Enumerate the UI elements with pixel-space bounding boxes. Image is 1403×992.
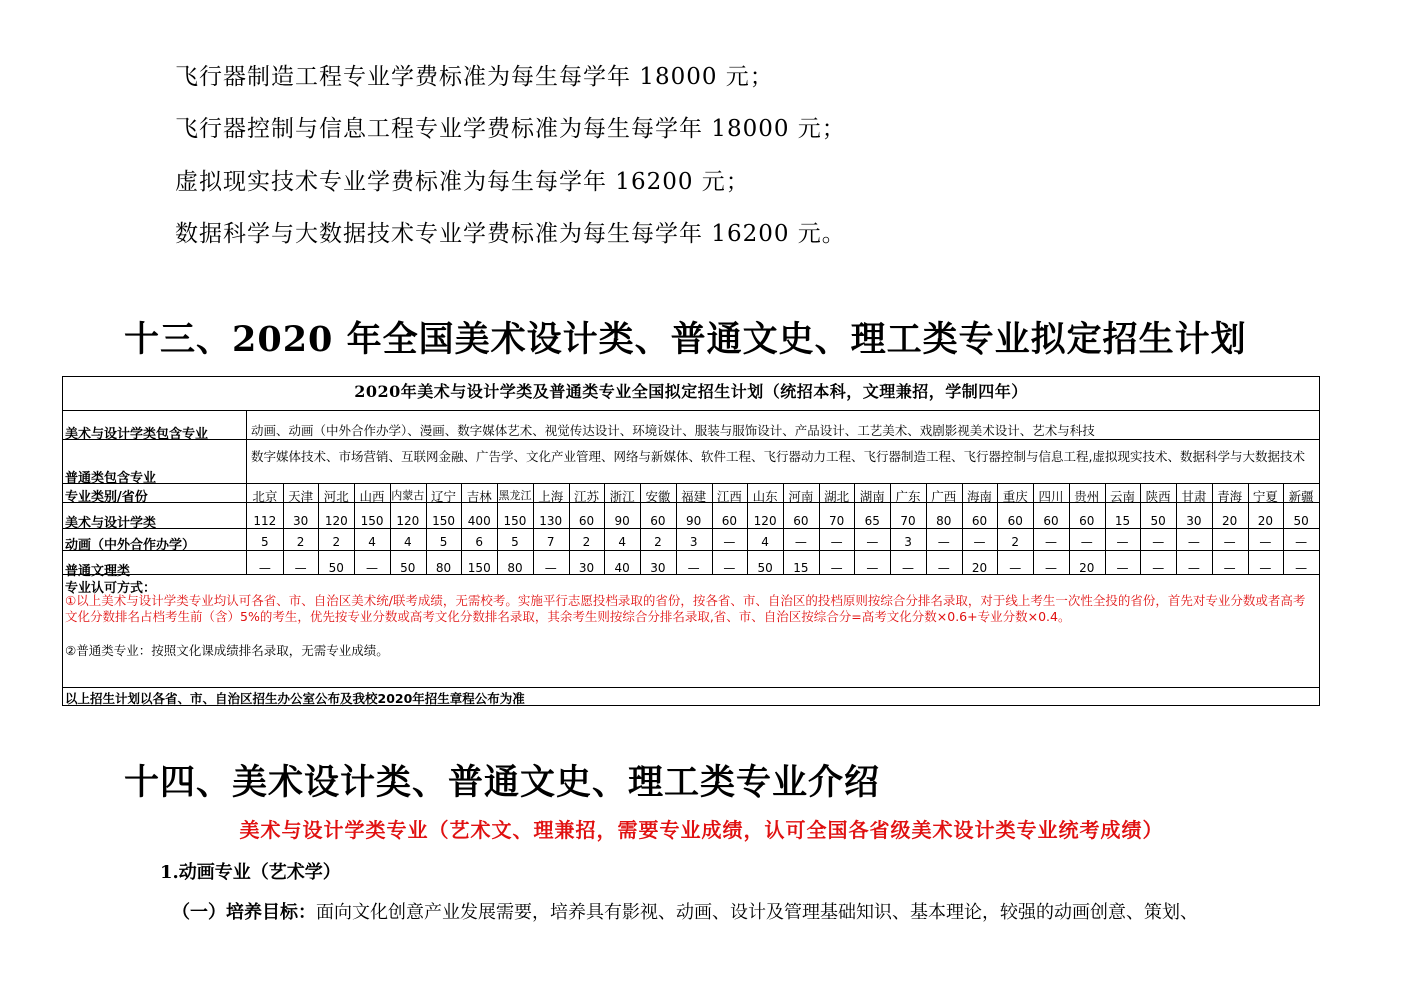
table-cell: 6 [475, 535, 484, 549]
table-cell: — [830, 561, 843, 575]
table-cell: 50 [757, 561, 773, 575]
table-cell: 150 [432, 514, 455, 528]
training-goal-paragraph [172, 898, 1198, 924]
province-header-cell: 四川 [1038, 489, 1064, 504]
province-header-cell: 黑龙江 [498, 489, 532, 502]
province-header-cell: 贵州 [1074, 489, 1100, 504]
province-header-cell: 广西 [931, 489, 957, 504]
table-cell: — [1223, 561, 1236, 575]
table-cell: 80 [507, 561, 523, 575]
table-cell: 20 [1257, 514, 1274, 528]
table-cell: 120 [753, 514, 777, 528]
province-header-cell: 内蒙古 [391, 489, 425, 502]
table-cell: 15 [793, 561, 809, 575]
table-cell: 5 [439, 535, 448, 549]
training-goal-lead: （一）培养目标： [172, 902, 316, 923]
table-cell: — [1009, 561, 1022, 575]
table-cell: — [830, 535, 843, 549]
table-cell: 65 [864, 514, 880, 528]
table-cell: 60 [971, 514, 988, 528]
table-cell: 20 [1222, 514, 1238, 528]
province-header-cell: 甘肃 [1181, 489, 1207, 504]
province-header-cell: 山东 [752, 489, 778, 504]
table-cell: 40 [614, 561, 630, 575]
row-label-art: 美术与设计学类 [65, 516, 157, 531]
row-label-animation: 动画（中外合作办学） [65, 538, 196, 553]
table-cell: 2 [1011, 535, 1020, 549]
table-cell: — [366, 561, 379, 575]
table-cell: — [1044, 535, 1057, 549]
province-header-cell: 云南 [1109, 489, 1135, 504]
table-cell: 120 [324, 514, 348, 528]
province-header-cell: 山西 [359, 489, 385, 504]
header-label: 专业类别/省份 [65, 490, 148, 505]
table-cell: 70 [828, 514, 845, 528]
table-cell: 70 [900, 514, 916, 528]
table-cell: 150 [503, 514, 527, 528]
province-header-cell: 新疆 [1288, 489, 1314, 504]
fee-line-4: 数据科学与大数据技术专业学费标准为每生每学年 16200 元。 [175, 221, 846, 247]
table-cell: — [1295, 535, 1308, 549]
table-cell: 120 [396, 514, 420, 528]
table-cell: 90 [686, 514, 702, 528]
section-14-title: 十四、美术设计类、普通文史、理工类专业介绍 [124, 762, 881, 803]
province-header-cell: 江西 [716, 489, 742, 504]
table-cell: 7 [546, 535, 555, 549]
fee-line-3: 虚拟现实技术专业学费标准为每生每学年 16200 元； [175, 169, 750, 195]
section-13-title: 十三、2020 年全国美术设计类、普通文史、理工类专业拟定招生计划 [124, 319, 1247, 360]
province-header-cell: 河南 [788, 489, 814, 504]
table-cell: — [937, 535, 950, 549]
note-general-admission: ②普通类专业：按照文化课成绩排名录取，无需专业成绩。 [65, 643, 389, 658]
table-cell: — [1044, 561, 1057, 575]
table-cell: 400 [467, 514, 491, 528]
province-header-cell: 北京 [252, 489, 278, 504]
table-cell: 60 [578, 514, 595, 528]
table-cell: 130 [539, 514, 563, 528]
table-cell: — [294, 561, 307, 575]
table-cell: — [866, 561, 879, 575]
province-header-cell: 江苏 [573, 489, 599, 504]
art-majors-text: 动画、动画（中外合作办学）、漫画、数字媒体艺术、视觉传达设计、环境设计、服装与服饰设计、产品设计、工艺美术、戏剧影视美术设计、艺术与科技 [251, 423, 1095, 438]
table-title: 2020年美术与设计学类及普通类专业全国拟定招生计划（统招本科，文理兼招，学制四年） [354, 382, 1028, 401]
table-cell: — [937, 561, 950, 575]
table-cell: 30 [292, 514, 309, 528]
table-cell: 60 [1079, 514, 1095, 528]
table-cell: 4 [761, 535, 769, 549]
row-label-general: 普通文理类 [65, 564, 131, 579]
table-cell: 5 [511, 535, 519, 549]
table-cell: 50 [1150, 514, 1166, 528]
table-cell: 3 [689, 535, 698, 549]
province-header-cell: 福建 [681, 489, 707, 504]
table-cell: — [1259, 535, 1272, 549]
table-cell: — [1223, 535, 1236, 549]
province-header-cell: 上海 [538, 489, 564, 504]
table-cell: 2 [296, 535, 305, 549]
table-cell: 2 [332, 535, 341, 549]
table-cell: — [1116, 535, 1129, 549]
table-cell: 60 [1043, 514, 1059, 528]
table-cell: — [723, 535, 736, 549]
province-header-cell: 安徽 [645, 489, 671, 504]
table-cell: 2 [654, 535, 662, 549]
table-cell: 20 [971, 561, 988, 575]
province-header-cell: 湖北 [824, 489, 850, 504]
table-cell: 150 [467, 561, 491, 575]
table-cell: 60 [721, 514, 738, 528]
province-header-cell: 吉林 [466, 489, 492, 504]
fee-line-1: 飞行器制造工程专业学费标准为每生每学年 18000 元； [175, 64, 774, 90]
table-cell: — [1187, 535, 1200, 549]
training-goal-text: 面向文化创意产业发展需要，培养具有影视、动画、设计及管理基础知识、基本理论，较强的动画创意、策划、 [316, 902, 1198, 923]
note-footer: 以上招生计划以各省、市、自治区招生办公室公布及我校2020年招生章程公布为准 [65, 691, 525, 706]
fee-line-2: 飞行器控制与信息工程专业学费标准为每生每学年 18000 元； [175, 116, 846, 142]
table-cell: 80 [435, 561, 452, 575]
table-cell: 30 [1186, 514, 1202, 528]
table-cell: 4 [618, 535, 626, 549]
table-cell: 30 [578, 561, 595, 575]
province-header-cell: 湖南 [859, 489, 885, 504]
table-cell: — [1116, 561, 1129, 575]
note-art-admission: ①以上美术与设计学类专业均认可各省、市、自治区美术统/联考成绩，无需校考。实施平行志愿投档录取的省份，按各省、市、自治区的投档原则按综合分排名录取，对于线上考生一次性全投的省份，首先对专业分数或者高考文化分数排名占档考生前（含）5%的考生，优先按专业分数或高考文化分数排名录取，其余考生则按综合分排名录取,省、市、自治区按综合分=高考文化分数×0.6+专业分数×0.4。 [65, 593, 1306, 624]
province-header-cell: 辽宁 [431, 489, 457, 504]
table-cell: — [902, 561, 915, 575]
table-cell: — [794, 535, 807, 549]
major-1-heading: 1.动画专业（艺术学） [160, 862, 341, 883]
province-header-cell: 广东 [895, 489, 921, 504]
table-cell: 2 [582, 535, 591, 549]
note-heading: 专业认可方式： [65, 581, 157, 596]
province-header-cell: 陕西 [1145, 489, 1171, 504]
table-cell: — [258, 561, 271, 575]
table-cell: — [687, 561, 700, 575]
enrollment-plan-table [62, 376, 1320, 706]
table-cell: — [1152, 561, 1165, 575]
table-cell: 60 [1007, 514, 1023, 528]
province-header-cell: 青海 [1217, 489, 1243, 504]
table-cell: 3 [904, 535, 912, 549]
table-cell: — [723, 561, 736, 575]
table-cell: 50 [1293, 514, 1309, 528]
table-cell: 60 [793, 514, 809, 528]
table-cell: 150 [360, 514, 384, 528]
general-majors-text: 数字媒体技术、市场营销、互联网金融、广告学、文化产业管理、网络与新媒体、软件工程、飞行器动力工程、飞行器制造工程、飞行器控制与信息工程,虚拟现实技术、数据科学与大数据技术 [251, 449, 1305, 464]
table-cell: 50 [400, 561, 416, 575]
table-cell: — [1295, 561, 1308, 575]
table-cell: 20 [1079, 561, 1095, 575]
table-cell: 90 [614, 514, 630, 528]
province-header-cell: 浙江 [609, 489, 635, 504]
table-cell: — [1187, 561, 1200, 575]
table-cell: 112 [253, 514, 277, 528]
table-cell: 4 [368, 535, 376, 549]
table-cell: — [1080, 535, 1093, 549]
art-design-subtitle: 美术与设计学类专业（艺术文、理兼招，需要专业成绩，认可全国各省级美术设计类专业统考成绩） [239, 818, 1164, 842]
table-cell: — [1259, 561, 1272, 575]
province-header-cell: 宁夏 [1252, 489, 1278, 504]
province-header-cell: 河北 [323, 489, 349, 504]
general-majors-label: 普通类包含专业 [65, 471, 157, 486]
province-header-cell: 海南 [967, 489, 993, 504]
table-cell: — [544, 561, 557, 575]
table-cell: 30 [650, 561, 666, 575]
province-header-cell: 天津 [288, 489, 314, 504]
table-cell: 15 [1114, 514, 1131, 528]
table-cell: 4 [403, 535, 412, 549]
table-cell: — [973, 535, 986, 549]
table-cell: 60 [650, 514, 666, 528]
table-cell: — [1152, 535, 1165, 549]
table-cell: 80 [936, 514, 952, 528]
table-cell: — [866, 535, 879, 549]
art-majors-label: 美术与设计学类包含专业 [65, 427, 209, 442]
table-cell: 5 [261, 535, 269, 549]
table-cell: 50 [328, 561, 344, 575]
province-header-cell: 重庆 [1002, 489, 1028, 504]
